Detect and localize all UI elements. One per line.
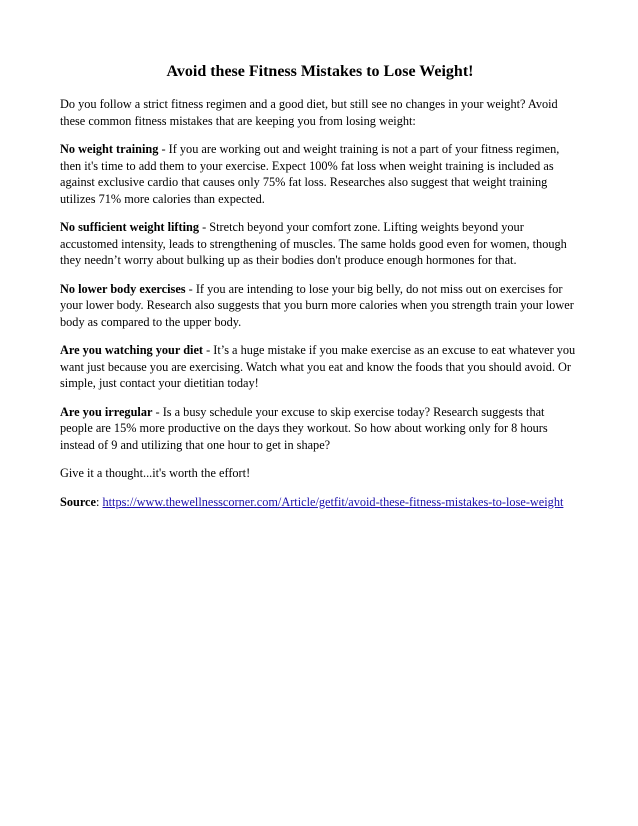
section-heading: No lower body exercises bbox=[60, 281, 186, 296]
section-text: If you are working out and weight training is not a part of your fitness regimen, then it's time to add them to your exercise. Expect 100% fat loss when weight training is included as against exclusive cardio that causes only 75% fat loss. Researches also suggest that weight training utilizes 71% more calories than expected. bbox=[60, 142, 560, 206]
document-title: Avoid these Fitness Mistakes to Lose Weight! bbox=[166, 63, 474, 80]
section-text: Stretch beyond your comfort zone. Lifting weights beyond your accustomed intensity, leads to strengthening of muscles. The same holds good even for women, though they needn’t worry about bulking up as their bodies don't produce enough hormones for that. bbox=[60, 220, 567, 267]
document-page bbox=[60, 62, 580, 522]
section-separator: - bbox=[185, 281, 196, 296]
section-text: It’s a huge mistake if you make exercise as an excuse to eat whatever you want just because you are exercising. Watch what you eat and know the foods that you should avoid. Or simple, just contact your dietitian today! bbox=[60, 343, 576, 390]
source-link[interactable]: https://www.thewellnesscorner.com/Article/getfit/avoid-these-fitness-mistakes-to-lose-weight bbox=[102, 494, 564, 509]
source-colon: : bbox=[95, 494, 103, 509]
section-separator: - bbox=[203, 343, 214, 357]
intro-paragraph: Do you follow a strict fitness regimen and a good diet, but still see no changes in your weight? Avoid these common fitness mistakes that are keeping you from losing weight: bbox=[60, 97, 558, 128]
section-are-you-irregular bbox=[60, 404, 580, 454]
closing-paragraph: Give it a thought...it's worth the effort! bbox=[60, 466, 251, 480]
source-label: Source bbox=[60, 494, 96, 509]
section-no-lower-body-exercises bbox=[60, 281, 580, 331]
section-watching-your-diet bbox=[60, 342, 580, 392]
section-separator: - bbox=[152, 404, 163, 419]
section-heading: No sufficient weight lifting bbox=[60, 220, 200, 234]
section-no-weight-training bbox=[60, 141, 580, 207]
section-heading: Are you watching your diet bbox=[60, 343, 204, 357]
section-separator: - bbox=[158, 142, 169, 156]
section-heading: Are you irregular bbox=[60, 404, 153, 419]
section-heading: No weight training bbox=[60, 142, 159, 156]
section-text: Is a busy schedule your excuse to skip exercise today? Research suggests that people are 15% more productive on the days they workout. So how about working only for 8 hours instead of 9 and utilizing that one hour to get in shape? bbox=[60, 404, 548, 452]
section-no-sufficient-weight-lifting bbox=[60, 219, 580, 269]
section-separator: - bbox=[199, 220, 210, 234]
section-text: If you are intending to lose your big belly, do not miss out on exercises for your lower body. Research also suggests that you burn more calories when you strength train your lower body as compared to the upper body. bbox=[60, 281, 574, 329]
source-line bbox=[60, 494, 580, 511]
